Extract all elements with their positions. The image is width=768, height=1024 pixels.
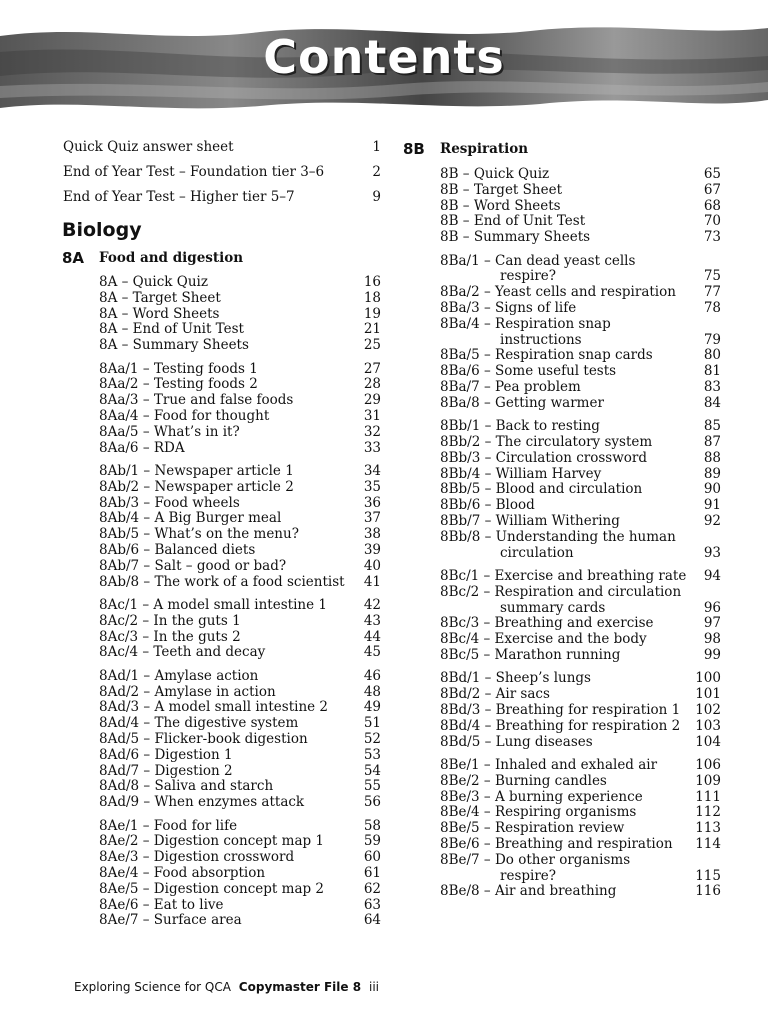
unit-title: Food and digestion — [99, 250, 244, 266]
page-number: 81 — [703, 363, 721, 380]
page-number: 90 — [703, 481, 721, 498]
page-number: 42 — [363, 597, 381, 613]
toc-entry: respire? — [500, 268, 557, 285]
toc-entry: 8Be/7 – Do other organisms — [440, 851, 631, 868]
page-number: 41 — [363, 573, 381, 590]
toc-entry: 8Bb/1 – Back to resting — [440, 418, 600, 435]
page-number: 9 — [372, 189, 381, 205]
toc-entry: 8Ab/6 – Balanced diets — [99, 542, 256, 558]
toc-entry: 8Aa/6 – RDA — [99, 439, 185, 456]
toc-entry: 8Ad/6 – Digestion 1 — [99, 746, 233, 763]
page-number: 101 — [695, 686, 721, 703]
toc-entry: 8B – Target Sheet — [440, 181, 562, 198]
toc-entry: 8Bd/1 – Sheep’s lungs — [440, 670, 591, 687]
page-number: 98 — [703, 631, 721, 648]
page-number: 89 — [703, 465, 721, 482]
page-number: 32 — [363, 423, 381, 440]
toc-entry: 8A – End of Unit Test — [99, 321, 244, 338]
page-number: 21 — [363, 321, 381, 338]
toc-entry: 8Bc/2 – Respiration and circulation — [440, 583, 682, 600]
page-number: 70 — [703, 213, 721, 230]
toc-entry: 8Bc/1 – Exercise and breathing rate — [440, 568, 687, 584]
footer-page-number: iii — [369, 980, 380, 994]
page-number: 63 — [363, 896, 381, 913]
page-number: 31 — [363, 408, 381, 424]
toc-entry: 8Ba/7 – Pea problem — [440, 379, 581, 395]
toc-entry: 8Ac/3 – In the guts 2 — [99, 628, 241, 645]
page-number: 53 — [363, 746, 381, 763]
toc-entry: 8Ba/1 – Can dead yeast cells — [440, 252, 636, 269]
page-number: 114 — [695, 836, 721, 852]
toc-entry: 8A – Word Sheets — [99, 305, 220, 322]
page-number: 94 — [703, 568, 721, 584]
unit-code: 8A — [62, 249, 85, 267]
toc-entry: 8Bb/6 – Blood — [440, 497, 535, 514]
toc-entry: summary cards — [500, 599, 606, 616]
toc-entry: 8Be/4 – Respiring organisms — [440, 804, 637, 821]
toc-entry: 8Ba/5 – Respiration snap cards — [440, 347, 653, 364]
toc-entry: 8Bb/2 – The circulatory system — [440, 434, 653, 450]
toc-entry: 8Aa/1 – Testing foods 1 — [99, 360, 258, 377]
toc-entry: 8Ae/7 – Surface area — [99, 912, 242, 929]
toc-entry: 8Ba/4 – Respiration snap — [440, 315, 611, 332]
page-number: 115 — [695, 867, 721, 884]
page-number: 45 — [363, 644, 381, 661]
page-number: 44 — [363, 628, 381, 645]
page-number: 112 — [695, 804, 721, 821]
page-number: 2 — [372, 164, 381, 180]
toc-entry: 8Bc/3 – Breathing and exercise — [440, 615, 654, 632]
page-number: 59 — [363, 833, 381, 850]
page-number: 65 — [703, 166, 721, 182]
toc-entry: 8Bc/4 – Exercise and the body — [440, 631, 647, 648]
footer-publication-name: Exploring Science for QCA — [74, 980, 231, 994]
page-number: 67 — [703, 181, 721, 198]
toc-entry: 8Ac/4 – Teeth and decay — [99, 644, 266, 661]
page-title: Contents — [263, 30, 505, 84]
toc-entry: 8Ad/9 – When enzymes attack — [99, 794, 305, 811]
toc-entry: 8Be/3 – A burning experience — [440, 788, 643, 805]
toc-entry: 8Ab/7 – Salt – good or bad? — [99, 557, 287, 574]
toc-entry: 8Ba/6 – Some useful tests — [440, 363, 617, 380]
toc-entry: 8Ac/1 – A model small intestine 1 — [99, 597, 327, 613]
toc-entry: 8B – Word Sheets — [440, 197, 561, 214]
page-number: 19 — [363, 305, 381, 322]
page-number: 93 — [703, 544, 721, 561]
page-number: 79 — [703, 331, 721, 348]
toc-entry: 8B – End of Unit Test — [440, 213, 586, 230]
page-number: 48 — [363, 683, 381, 700]
page-number: 85 — [703, 418, 721, 435]
preliminary-entry: End of Year Test – Foundation tier 3–6 — [63, 164, 325, 180]
page-number: 27 — [363, 360, 381, 377]
toc-entry: 8Ba/3 – Signs of life — [440, 300, 577, 316]
page-number: 55 — [363, 778, 381, 795]
toc-entry: 8Ba/8 – Getting warmer — [440, 394, 604, 411]
page-number: 34 — [363, 463, 381, 479]
page-number: 39 — [363, 542, 381, 558]
page-number: 29 — [363, 392, 381, 409]
toc-entry: 8Ad/7 – Digestion 2 — [99, 762, 233, 779]
page-number: 97 — [703, 615, 721, 632]
toc-entry: 8Ba/2 – Yeast cells and respiration — [440, 284, 676, 301]
page-number: 103 — [695, 717, 721, 734]
toc-entry: 8Bd/5 – Lung diseases — [440, 733, 593, 750]
page-number: 60 — [363, 849, 381, 866]
unit-title: Respiration — [440, 141, 529, 157]
page-number: 16 — [363, 274, 381, 290]
toc-entry: 8Ae/5 – Digestion concept map 2 — [99, 880, 325, 897]
toc-entry: 8Ae/4 – Food absorption — [99, 865, 266, 881]
page-number: 36 — [363, 494, 381, 511]
footer-file-name: Copymaster File 8 — [238, 980, 362, 994]
toc-entry: 8Ab/1 – Newspaper article 1 — [99, 463, 294, 479]
page-number: 28 — [363, 376, 381, 393]
toc-entry: 8B – Quick Quiz — [440, 166, 550, 182]
page-number: 37 — [363, 510, 381, 527]
toc-entry: 8Bb/7 – William Withering — [440, 513, 620, 529]
page-number: 62 — [363, 880, 381, 897]
toc-entry: 8Aa/3 – True and false foods — [99, 392, 294, 409]
toc-entry: 8A – Quick Quiz — [99, 274, 208, 290]
toc-entry: 8Bc/5 – Marathon running — [440, 647, 621, 663]
toc-entry: 8Aa/2 – Testing foods 2 — [99, 376, 258, 393]
toc-entry: 8Ab/3 – Food wheels — [99, 494, 240, 511]
toc-entry: 8Be/6 – Breathing and respiration — [440, 836, 673, 852]
page-number: 80 — [703, 347, 721, 364]
toc-entry: 8Bd/2 – Air sacs — [440, 686, 550, 703]
toc-entry: 8Bd/3 – Breathing for respiration 1 — [440, 702, 681, 718]
page-number: 113 — [695, 820, 721, 837]
toc-entry: 8Be/2 – Burning candles — [440, 772, 607, 789]
page-number: 49 — [363, 699, 381, 716]
page-number: 54 — [363, 762, 381, 779]
page-number: 56 — [363, 794, 381, 811]
toc-entry: 8Ad/8 – Saliva and starch — [99, 778, 274, 795]
page-number: 38 — [363, 526, 381, 543]
page-number: 1 — [372, 139, 381, 155]
toc-entry: respire? — [500, 867, 557, 884]
page-number: 99 — [703, 647, 721, 663]
page-number: 18 — [363, 289, 381, 306]
toc-entry: 8Bb/5 – Blood and circulation — [440, 481, 643, 498]
page-number: 40 — [363, 557, 381, 574]
page-number: 35 — [363, 478, 381, 495]
footer-publication — [74, 980, 361, 994]
page-number: 91 — [703, 497, 721, 514]
page-number: 102 — [695, 702, 721, 718]
toc-entry: 8Ad/5 – Flicker-book digestion — [99, 731, 308, 747]
page-number: 46 — [363, 667, 381, 684]
page-number: 43 — [363, 612, 381, 629]
subject-heading: Biology — [62, 219, 142, 241]
toc-entry: 8Bb/3 – Circulation crossword — [440, 449, 647, 466]
page-number: 100 — [695, 670, 721, 687]
page-number: 96 — [703, 599, 721, 616]
page-number: 64 — [363, 912, 381, 929]
toc-entry: 8Bb/4 – William Harvey — [440, 465, 602, 482]
page-number: 61 — [363, 865, 381, 881]
toc-entry: 8Be/8 – Air and breathing — [440, 883, 617, 900]
preliminary-entry: Quick Quiz answer sheet — [63, 139, 234, 155]
page-number: 116 — [695, 883, 721, 900]
page-number: 92 — [703, 513, 721, 529]
page-number: 25 — [363, 337, 381, 354]
toc-entry: 8Ad/2 – Amylase in action — [99, 683, 276, 700]
toc-entry: 8Ae/2 – Digestion concept map 1 — [99, 833, 325, 850]
toc-entry: instructions — [500, 331, 582, 348]
toc-entry: 8Ad/3 – A model small intestine 2 — [99, 699, 329, 716]
page-number: 68 — [703, 197, 721, 214]
page-number: 51 — [363, 715, 381, 732]
toc-entry: 8Bd/4 – Breathing for respiration 2 — [440, 717, 681, 734]
preliminary-entry: End of Year Test – Higher tier 5–7 — [63, 189, 295, 205]
toc-entry: 8Ae/3 – Digestion crossword — [99, 849, 295, 866]
toc-entry: 8Ab/8 – The work of a food scientist — [99, 573, 345, 590]
toc-entry: 8Ad/1 – Amylase action — [99, 667, 259, 684]
toc-entry: 8Be/5 – Respiration review — [440, 820, 625, 837]
toc-entry: 8Ab/4 – A Big Burger meal — [99, 510, 282, 527]
page-number: 109 — [695, 772, 721, 789]
toc-entry: 8Ae/1 – Food for life — [99, 817, 238, 834]
toc-entry: 8B – Summary Sheets — [440, 229, 591, 246]
toc-entry: 8Aa/5 – What’s in it? — [99, 423, 240, 440]
page-number: 78 — [703, 300, 721, 316]
page-number: 83 — [703, 379, 721, 395]
toc-entry: 8Be/1 – Inhaled and exhaled air — [440, 757, 658, 773]
toc-entry: 8Ad/4 – The digestive system — [99, 715, 299, 732]
page-number: 52 — [363, 731, 381, 747]
page-number: 84 — [703, 394, 721, 411]
page-number: 88 — [703, 449, 721, 466]
page-number: 106 — [695, 757, 721, 773]
toc-entry: 8A – Summary Sheets — [99, 337, 249, 354]
toc-entry: 8A – Target Sheet — [99, 289, 221, 306]
page-number: 33 — [363, 439, 381, 456]
toc-entry: 8Ab/5 – What’s on the menu? — [99, 526, 299, 543]
toc-entry: circulation — [500, 544, 574, 561]
toc-entry: 8Ac/2 – In the guts 1 — [99, 612, 241, 629]
page-number: 77 — [703, 284, 721, 301]
toc-entry: 8Bb/8 – Understanding the human — [440, 528, 676, 545]
toc-entry: 8Ae/6 – Eat to live — [99, 896, 224, 913]
page-number: 73 — [703, 229, 721, 246]
page-number: 75 — [703, 268, 721, 285]
page-number: 58 — [363, 817, 381, 834]
page-number: 104 — [695, 733, 721, 750]
toc-entry: 8Ab/2 – Newspaper article 2 — [99, 478, 294, 495]
toc-entry: 8Aa/4 – Food for thought — [99, 408, 270, 424]
page-number: 111 — [695, 788, 721, 805]
unit-code: 8B — [403, 140, 425, 158]
page-number: 87 — [703, 434, 721, 450]
